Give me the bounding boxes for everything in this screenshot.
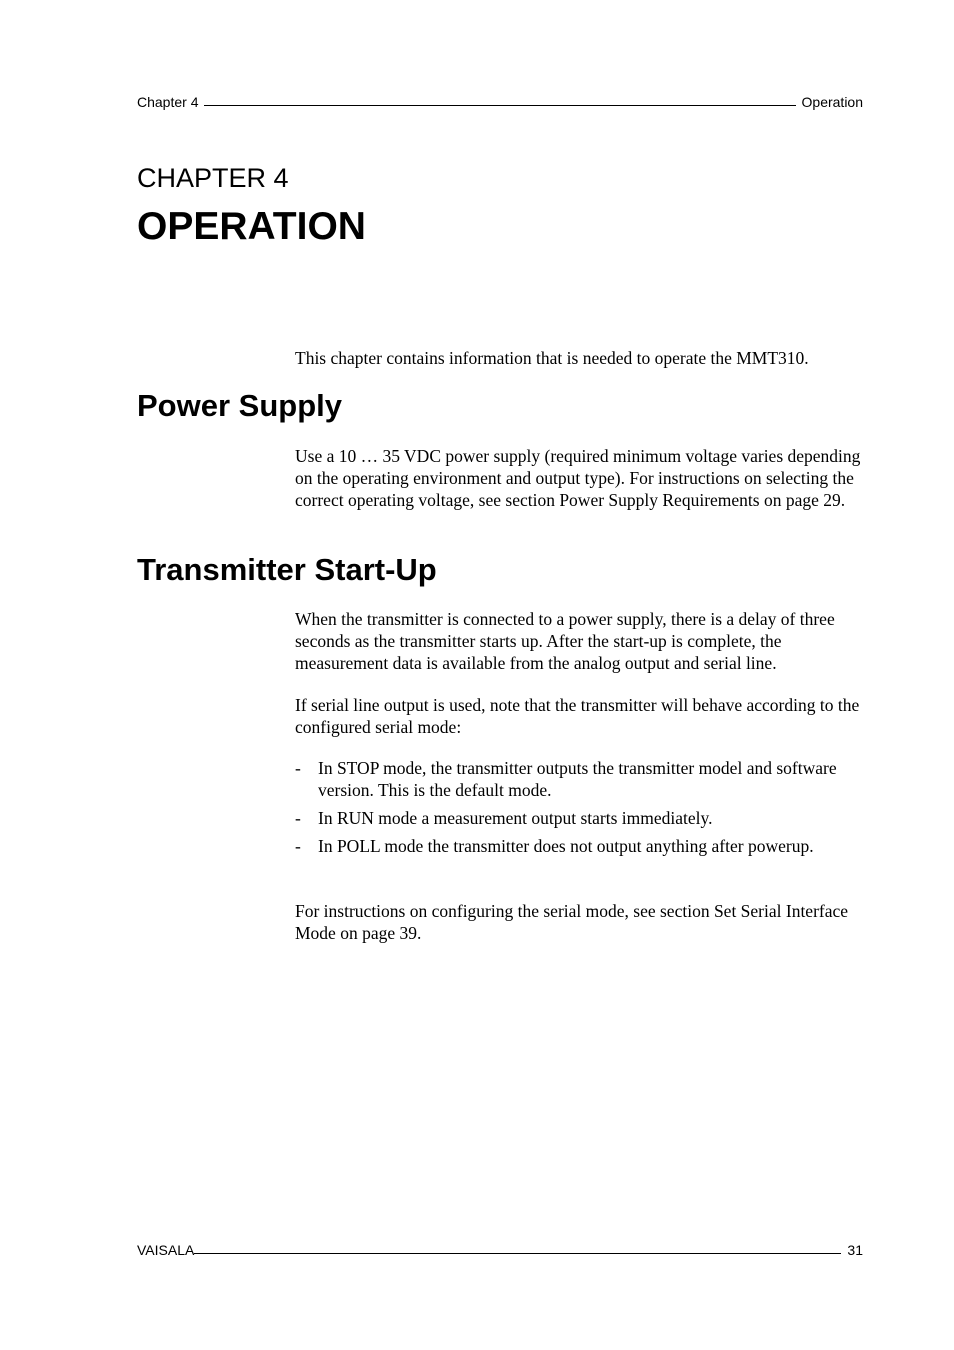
- header-chapter: Chapter 4: [137, 94, 199, 110]
- list-item: [295, 757, 865, 801]
- serial-mode-list: [295, 757, 865, 863]
- list-marker: -: [295, 808, 301, 828]
- chapter-number: CHAPTER 4: [137, 163, 289, 193]
- serial-mode-paragraph: If serial line output is used, note that the transmitter will behave according to the configured serial mode:: [295, 695, 860, 737]
- list-item-text: In RUN mode a measurement output starts immediately.: [318, 808, 713, 828]
- start-up-paragraph: When the transmitter is connected to a power supply, there is a delay of three seconds as the transmitter starts up. After the start-up is complete, the measurement data is available from the analog output and serial line.: [295, 609, 835, 673]
- footer-company: VAISALA: [137, 1242, 195, 1258]
- header-section: Operation: [801, 94, 863, 110]
- page-number: 31: [847, 1242, 863, 1258]
- intro-paragraph: This chapter contains information that is needed to operate the MMT310.: [295, 348, 809, 368]
- section-heading-transmitter-start-up: Transmitter Start-Up: [137, 552, 437, 587]
- closing-paragraph: For instructions on configuring the serial mode, see section Set Serial Interface Mode on page 39.: [295, 901, 849, 943]
- footer-rule: [194, 1253, 841, 1254]
- page-footer: [137, 1238, 863, 1258]
- list-marker: -: [295, 758, 301, 778]
- chapter-title: OPERATION: [137, 205, 366, 248]
- power-supply-paragraph: Use a 10 … 35 VDC power supply (required minimum voltage varies depending on the operating environment and output type). For instructions on selecting the correct operating voltage, see section Power Supply Requirements on page 29.: [295, 446, 861, 510]
- list-item: [295, 807, 865, 829]
- list-item: [295, 835, 865, 857]
- header-rule: [204, 105, 795, 106]
- list-marker: -: [295, 836, 301, 856]
- page-header: [137, 90, 863, 110]
- list-item-text: In POLL mode the transmitter does not output anything after powerup.: [318, 836, 814, 856]
- section-heading-power-supply: Power Supply: [137, 388, 342, 423]
- list-item-text: In STOP mode, the transmitter outputs the transmitter model and software version. This is the default mode.: [318, 758, 837, 800]
